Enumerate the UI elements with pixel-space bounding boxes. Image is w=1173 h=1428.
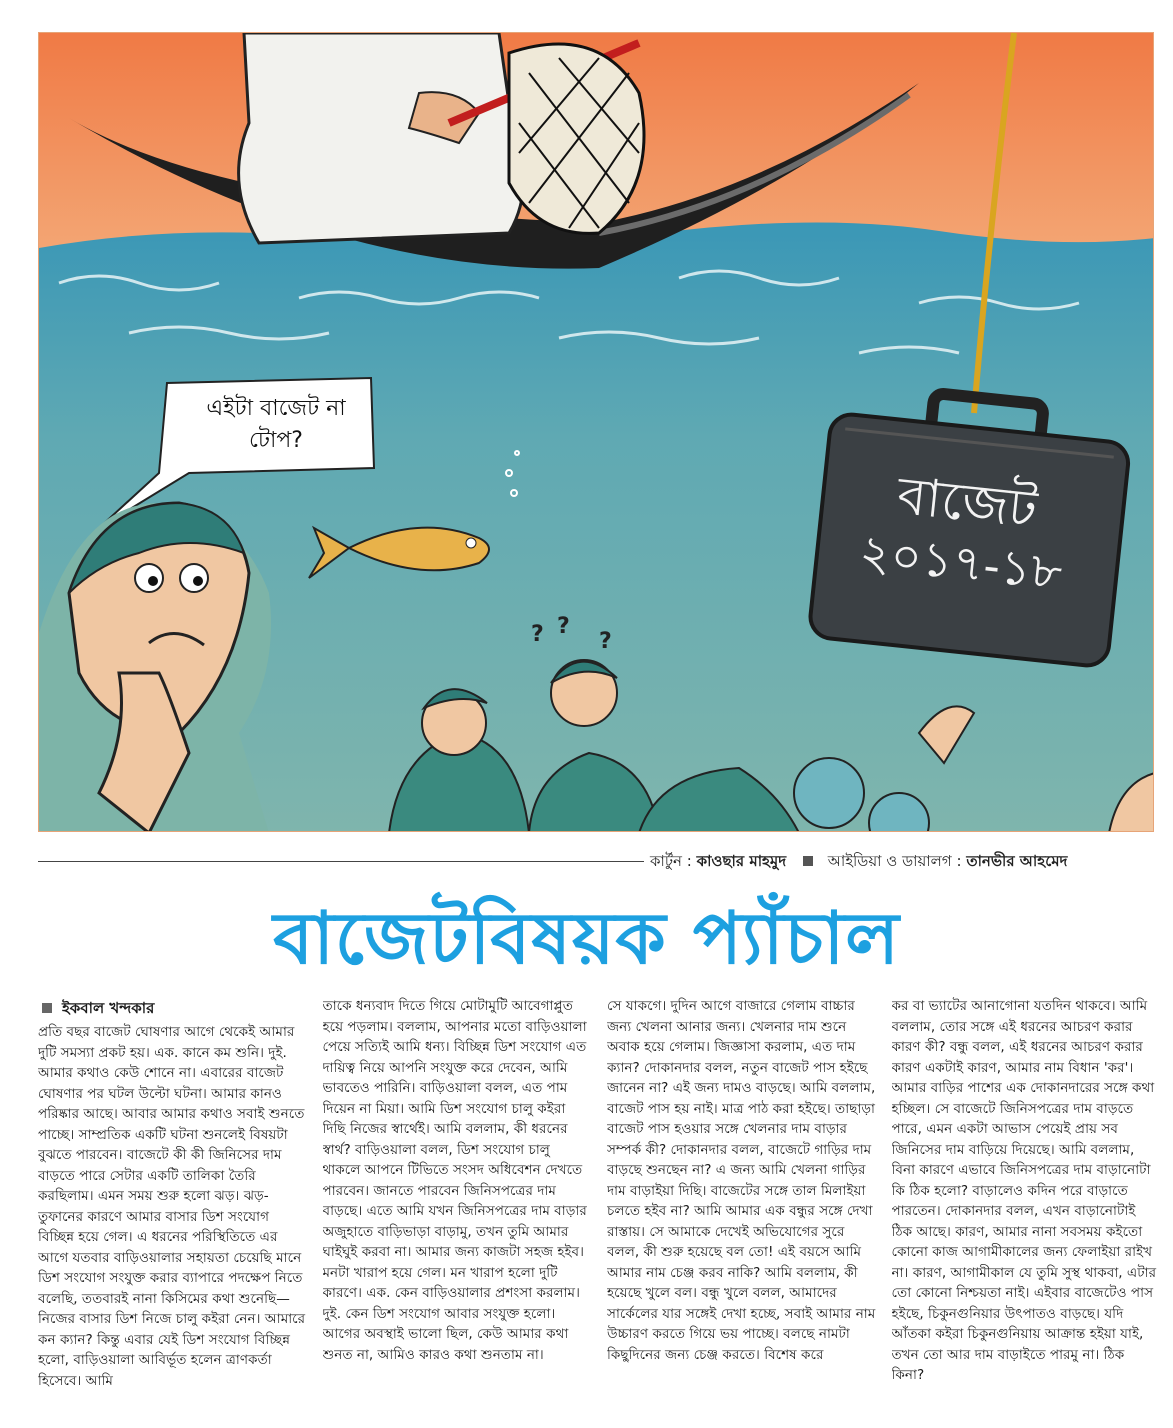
svg-text:?: ?: [531, 622, 544, 647]
byline: [38, 996, 307, 1020]
credits-line: [650, 848, 1160, 874]
cartoon-credit-label: কার্টুন :: [650, 852, 692, 870]
article-headline: বাজেটবিষয়ক প্যাঁচাল: [273, 896, 900, 980]
svg-text:?: ?: [599, 629, 612, 654]
square-bullet-icon: [803, 856, 813, 866]
article-column-2: [323, 996, 592, 1421]
column-text: সে যাকগে। দুদিন আগে বাজারে গেলাম বাচ্চার জন্য খেলনা আনার জন্য। খেলনার দাম শুনে অবাক হয়ে গেলাম। জিজ্ঞাসা করলাম, এত দাম ক্যান? দোকানদার বলল, নতুন বাজেট পাস হইছে জানেন না? এই জন্য দামও বাড়ছে। আমি বললাম, বাজেট পাস হয় নাই। মাত্র পাঠ করা হইছে। তাছাড়া বাজেট পাস হওয়ার সঙ্গে খেলনার দাম বাড়ার সম্পর্ক কী? দোকানদার বলল, বাজেটে গাড়ির দাম বাড়ছে শুনছেন না? এ জন্য আমি খেলনা গাড়ির দাম বাড়াইয়া দিছি। বাজেটের সঙ্গে তাল মিলাইয়া চলতে হইব না? আমি আমার এক বন্ধুর সঙ্গে দেখা রাস্তায়। সে আমাকে দেখেই অভিযোগের সুরে বলল, কী শুরু হয়েছে বল তো! এই বয়সে আমি আমার নাম চেঞ্জ করব নাকি? আমি বললাম, কী হয়েছে খুলে বল। বন্ধু খুলে বলল, আমাদের সার্কেলের যার সঙ্গেই দেখা হচ্ছে, সবাই আমার নাম উচ্চারণ করতে গিয়ে ভয় পাচ্ছে। বলছে নামটা কিছুদিনের জন্য চেঞ্জ করতে। বিশেষ করে: [607, 998, 876, 1363]
speech-bubble-text: এইটা বাজেট না টোপ?: [206, 396, 346, 453]
author-name: ইকবাল খন্দকার: [62, 999, 155, 1017]
briefcase-year: ২০১৭-১৮: [856, 524, 1065, 602]
cartoon-illustration: [38, 32, 1154, 832]
column-text: তাকে ধন্যবাদ দিতে গিয়ে মোটামুটি আবেগাপ্লুত হয়ে পড়লাম। বললাম, আপনার মতো বাড়িওয়ালা পেয়ে সত্যিই আমি ধন্য। বিচ্ছিন্ন ডিশ সংযোগ এত দায়িত্ব নিয়ে আপনি সংযুক্ত করে দেবেন, আমি ভাবতেও পারিনি। বাড়িওয়ালা বলল, এত পাম দিয়েন না মিয়া। আমি ডিশ সংযোগ চালু কইরা দিছি নিজের স্বার্থেই। আমি বললাম, কী ধরনের স্বার্থ? বাড়িওয়ালা বলল, ডিশ সংযোগ চালু থাকলে আপনে টিভিতে সংসদ অধিবেশন দেখতে পারবেন। জানতে পারবেন জিনিসপত্রের দাম বাড়ছে। এতে আমি যখন জিনিসপত্রের দাম বাড়ার অজুহাতে বাড়িভাড়া বাড়ামু, তখন তুমি আমার ঘাইঘুই করবা না। আমার জন্য কাজটা সহজ হইব। মনটা খারাপ হয়ে গেল। মন খারাপ হলো দুটি কারণে। এক. কেন বাড়িওয়ালার প্রশংসা করলাম। দুই. কেন ডিশ সংযোগ আবার সংযুক্ত হলো। আগের অবস্থাই ভালো ছিল, কেউ আমার কথা শুনত না, আমিও কারও কথা শুনতাম না।: [322, 998, 587, 1363]
column-text: প্রতি বছর বাজেট ঘোষণার আগে থেকেই আমার দুটি সমস্যা প্রকট হয়। এক. কানে কম শুনি। দুই. আমার কথাও কেউ শোনে না। এবারের বাজেট ঘোষণার পর ঘটল উল্টো ঘটনা। আমার কানও পরিষ্কার আছে। আবার আমার কথাও সবাই শুনতে পাচ্ছে। সাম্প্রতিক একটি ঘটনা শুনলেই বিষয়টা বুঝতে পারবেন। বাজেটে কী কী জিনিসের দাম বাড়তে পারে সেটার একটি তালিকা তৈরি করছিলাম। এমন সময় শুরু হলো ঝড়। ঝড়-তুফানের কারণে আমার বাসার ডিশ সংযোগ বিচ্ছিন্ন হয়ে গেল। এ ধরনের পরিস্থিতিতে এর আগে যতবার বাড়িওয়ালার সহায়তা চেয়েছি মানে ডিশ সংযোগ সংযুক্ত করার ব্যাপারে পদক্ষেপ নিতে বলেছি, ততবারই নানা কিসিমের কথা শুনেছি— নিজের বাসার ডিশ নিজে চালু কইরা নেন। আমারে কন ক্যান? কিন্তু এবার যেই ডিশ সংযোগ বিচ্ছিন্ন হলো, বাড়িওয়ালা আবির্ভূত হলেন ত্রাণকর্তা হিসেবে। আমি: [38, 1024, 306, 1389]
credit-divider: [38, 861, 644, 862]
column-text: কর বা ভ্যাটের আনাগোনা যতদিন থাকবে। আমি বললাম, তোর সঙ্গে এই ধরনের আচরণ করার কারণ কী? বন্ধু বলল, এই ধরনের আচরণ করার কারণ একটাই কারণ, আমার নাম বিধান 'কর'। আমার বাড়ির পাশের এক দোকানদারের সঙ্গে কথা হচ্ছিল। সে বাজেটে জিনিসপত্রের দাম বাড়তে পারে, এমন একটা আভাস পেয়েই প্রায় সব জিনিসের দাম বাড়িয়ে দিয়েছে। আমি বললাম, বিনা কারণে এভাবে জিনিসপত্রের দাম বাড়ানোটা কি ঠিক হলো? বাড়ালেও কদিন পরে বাড়াতে পারতেন। দোকানদার বলল, এখন বাড়ানোটাই ঠিক আছে। কারণ, আমার নানা সবসময় কইতো কোনো কাজ আগামীকালের জন্য ফেলাইয়া রাইখ না। কারণ, আগামীকাল যে তুমি সুস্থ থাকবা, এটার তো কোনো নিশ্চয়তা নাই। এইবার বাজেটেও পাস হইছে, চিকুনগুনিয়ার উৎপাতও বাড়ছে। যদি আঁতকা কইরা চিকুনগুনিয়ায় আক্রান্ত হইয়া যাই, তখন তো আর দাম বাড়াইতে পারমু না। ঠিক কিনা?: [891, 998, 1157, 1383]
article-column-1: [38, 996, 307, 1421]
briefcase-title: বাজেট: [894, 466, 1040, 541]
cartoon-credit-name: কাওছার মাহমুদ: [696, 852, 787, 870]
svg-text:?: ?: [557, 614, 570, 639]
idea-credit-name: তানভীর আহমেদ: [966, 852, 1068, 870]
article-column-4: [892, 996, 1161, 1421]
article-column-3: [607, 996, 876, 1421]
article-body: [38, 996, 1160, 1421]
idea-credit-label: আইডিয়া ও ডায়ালগ :: [827, 852, 962, 870]
square-bullet-icon: [42, 1003, 52, 1013]
